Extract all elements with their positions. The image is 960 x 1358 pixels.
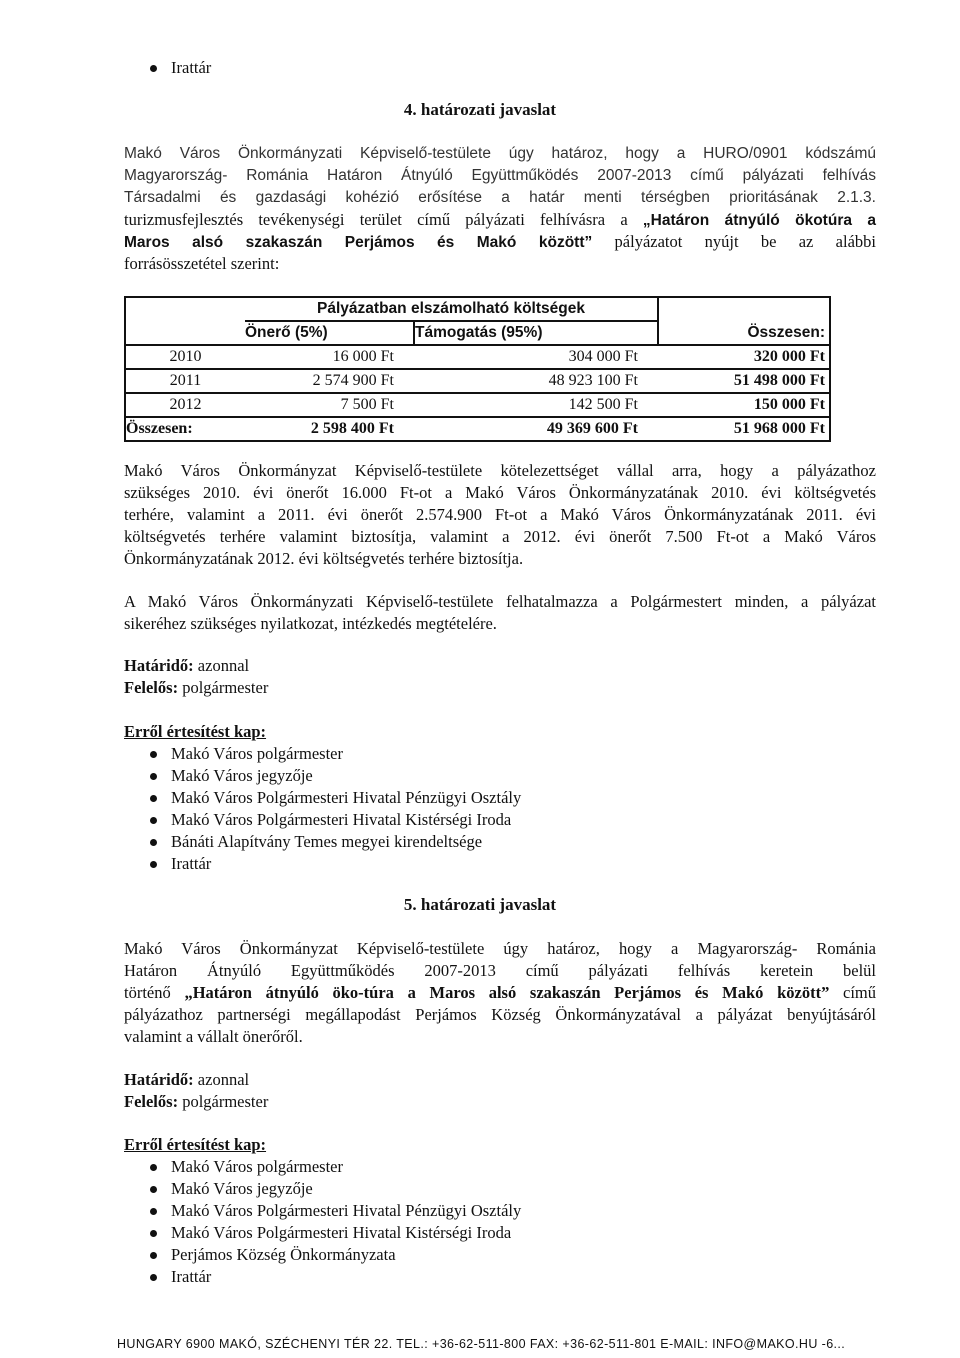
text-line: Makó Város Önkormányzati Képviselő-testülete úgy határoz, hogy a HURO/0901 kódszámú	[124, 145, 876, 162]
table-cell: 49 369 600 Ft	[414, 417, 658, 441]
table-cell: 7 500 Ft	[245, 393, 414, 417]
list-item: Makó Város Polgármesteri Hivatal Kistérségi Iroda	[150, 1222, 521, 1244]
table-cell: 51 498 000 Ft	[658, 369, 830, 393]
text-line: Maros alsó szakaszán Perjámos és Makó között” pályázatot nyújt be az alábbi	[124, 232, 876, 251]
table-cell: 2010	[125, 345, 245, 369]
table-cell: 2011	[125, 369, 245, 393]
deadline-line	[124, 655, 268, 677]
section-5-notify-heading: Erről értesítést kap:	[124, 1135, 267, 1154]
table-row	[125, 345, 830, 369]
text-line: Magyarország- Románia Határon Átnyúló Együttműködés 2007-2013 című pályázati felhívás	[124, 167, 876, 184]
column-header: Önerő (5%)	[245, 321, 414, 345]
table-cell: 2012	[125, 393, 245, 417]
bullet-icon	[150, 773, 157, 780]
section-4-notify-heading: Erről értesítést kap:	[124, 722, 267, 741]
section-5-notify-list	[150, 1156, 521, 1288]
list-item: Makó Város Polgármesteri Hivatal Pénzügyi Osztály	[150, 1200, 521, 1222]
section-4-paragraph-1	[124, 143, 876, 275]
responsible-value: polgármester	[182, 1092, 269, 1111]
table-cell: 51 968 000 Ft	[658, 417, 830, 441]
bullet-icon	[150, 795, 157, 802]
bullet-icon	[150, 1230, 157, 1237]
table-cell: 16 000 Ft	[245, 345, 414, 369]
page-footer: HUNGARY 6900 MAKÓ, SZÉCHENYI TÉR 22. TEL.: +36-62-511-800 FAX: +36-62-511-801 E-MAIL: INFO@MAKO.HU -6...	[117, 1337, 846, 1351]
list-item: Irattár	[150, 57, 211, 79]
bullet-icon	[150, 1252, 157, 1259]
responsible-line	[124, 1091, 268, 1113]
text-line: költségvetés terhére valamint biztosítja, valamint a 2012. évi önerőt 7.500 Ft-ot a Makó Város	[124, 527, 876, 546]
deadline-label: Határidő:	[124, 1070, 194, 1089]
table-row	[125, 393, 830, 417]
text-line: Határon Átnyúló Együttműködés 2007-2013 című pályázati felhívás keretein belül	[124, 961, 876, 980]
table-cell: 2 598 400 Ft	[245, 417, 414, 441]
text-line: forrásösszetétel szerint:	[124, 254, 280, 273]
table-title-row	[125, 297, 830, 321]
list-item: Irattár	[150, 853, 521, 875]
text-line: sikeréhez szükséges nyilatkozat, intézkedés megtételére.	[124, 614, 497, 633]
table-cell: 2 574 900 Ft	[245, 369, 414, 393]
bullet-icon	[150, 65, 157, 72]
list-item: Makó Város jegyzője	[150, 765, 521, 787]
section-5-heading: 5. határozati javaslat	[403, 895, 557, 914]
deadline-value: azonnal	[197, 656, 250, 675]
text-line: Társadalmi és gazdasági kohézió erősítése a határ menti térségben prioritásának 2.1.3.	[124, 189, 876, 206]
text-line: A Makó Város Önkormányzati Képviselő-testülete felhatalmazza a Polgármestert minden, a pályázat	[124, 592, 876, 611]
list-item: Perjámos Község Önkormányzata	[150, 1244, 521, 1266]
text-line: valamint a vállalt önerőről.	[124, 1027, 303, 1046]
top-list	[150, 57, 211, 79]
text-line: pályázathoz partnerségi megállapodást Perjámos Község Önkormányzatával a pályázat benyújtásáról	[124, 1005, 876, 1024]
bullet-icon	[150, 751, 157, 758]
section-5-paragraph-1	[124, 938, 876, 1048]
bullet-icon	[150, 817, 157, 824]
responsible-line	[124, 677, 268, 699]
table-cell: 304 000 Ft	[414, 345, 658, 369]
text-line: turizmusfejlesztés tevékenységi terület című pályázati felhívásra a „Határon átnyúló ökotúra a	[124, 210, 876, 229]
text-line: Önkormányzatának 2012. évi költségvetés terhére biztosítja.	[124, 549, 524, 568]
cost-table	[124, 296, 831, 442]
column-header: Támogatás (95%)	[414, 321, 658, 345]
project-title-part: „Határon átnyúló ökotúra a	[642, 212, 876, 229]
project-title-part: Maros alsó szakaszán Perjámos és Makó között”	[124, 234, 593, 251]
text-line: Makó Város Önkormányzat Képviselő-testülete kötelezettséget vállal arra, hogy a pályázathoz	[124, 461, 876, 480]
text-line: történő „Határon átnyúló öko-túra a Maros alsó szakaszán Perjámos és Makó között” című	[124, 983, 877, 1002]
section-4-paragraph-2	[124, 460, 876, 570]
bullet-icon	[150, 1208, 157, 1215]
list-item: Irattár	[150, 1266, 521, 1288]
section-4-paragraph-3	[124, 591, 876, 635]
responsible-label: Felelős:	[124, 678, 179, 697]
responsible-value: polgármester	[182, 678, 269, 697]
table-cell: 48 923 100 Ft	[414, 369, 658, 393]
section-4-notify-list	[150, 743, 521, 875]
section-4-heading: 4. határozati javaslat	[403, 100, 557, 119]
deadline-line	[124, 1069, 268, 1091]
deadline-label: Határidő:	[124, 656, 194, 675]
table-title: Pályázatban elszámolható költségek	[245, 297, 658, 321]
bullet-icon	[150, 839, 157, 846]
bullet-icon	[150, 1186, 157, 1193]
project-title: „Határon átnyúló öko-túra a Maros alsó szakaszán Perjámos és Makó között”	[184, 983, 830, 1002]
table-header-row	[125, 321, 830, 345]
list-item: Bánáti Alapítvány Temes megyei kirendeltsége	[150, 831, 521, 853]
list-item: Makó Város polgármester	[150, 1156, 521, 1178]
column-header: Összesen:	[658, 321, 830, 345]
bullet-icon	[150, 861, 157, 868]
list-item: Makó Város polgármester	[150, 743, 521, 765]
bullet-icon	[150, 1274, 157, 1281]
table-cell: Összesen:	[125, 417, 245, 441]
text-line: szükséges 2010. évi önerőt 16.000 Ft-ot a Makó Város Önkormányzatának 2010. évi költségvetés	[124, 483, 876, 502]
list-item: Makó Város Polgármesteri Hivatal Kistérségi Iroda	[150, 809, 521, 831]
section-5-deadline-block	[124, 1069, 268, 1113]
text-line: Makó Város Önkormányzat Képviselő-testülete úgy határoz, hogy a Magyarország- Románia	[124, 939, 876, 958]
bullet-icon	[150, 1164, 157, 1171]
table-cell: 142 500 Ft	[414, 393, 658, 417]
section-4-deadline-block	[124, 655, 268, 699]
list-item: Makó Város Polgármesteri Hivatal Pénzügyi Osztály	[150, 787, 521, 809]
text-line: terhére, valamint a 2011. évi önerőt 2.574.900 Ft-ot a Makó Város Önkormányzatának 2011. évi	[124, 505, 876, 524]
responsible-label: Felelős:	[124, 1092, 179, 1111]
table-row	[125, 369, 830, 393]
table-cell: 320 000 Ft	[658, 345, 830, 369]
deadline-value: azonnal	[197, 1070, 250, 1089]
table-cell: 150 000 Ft	[658, 393, 830, 417]
list-item: Makó Város jegyzője	[150, 1178, 521, 1200]
table-total-row	[125, 417, 830, 441]
